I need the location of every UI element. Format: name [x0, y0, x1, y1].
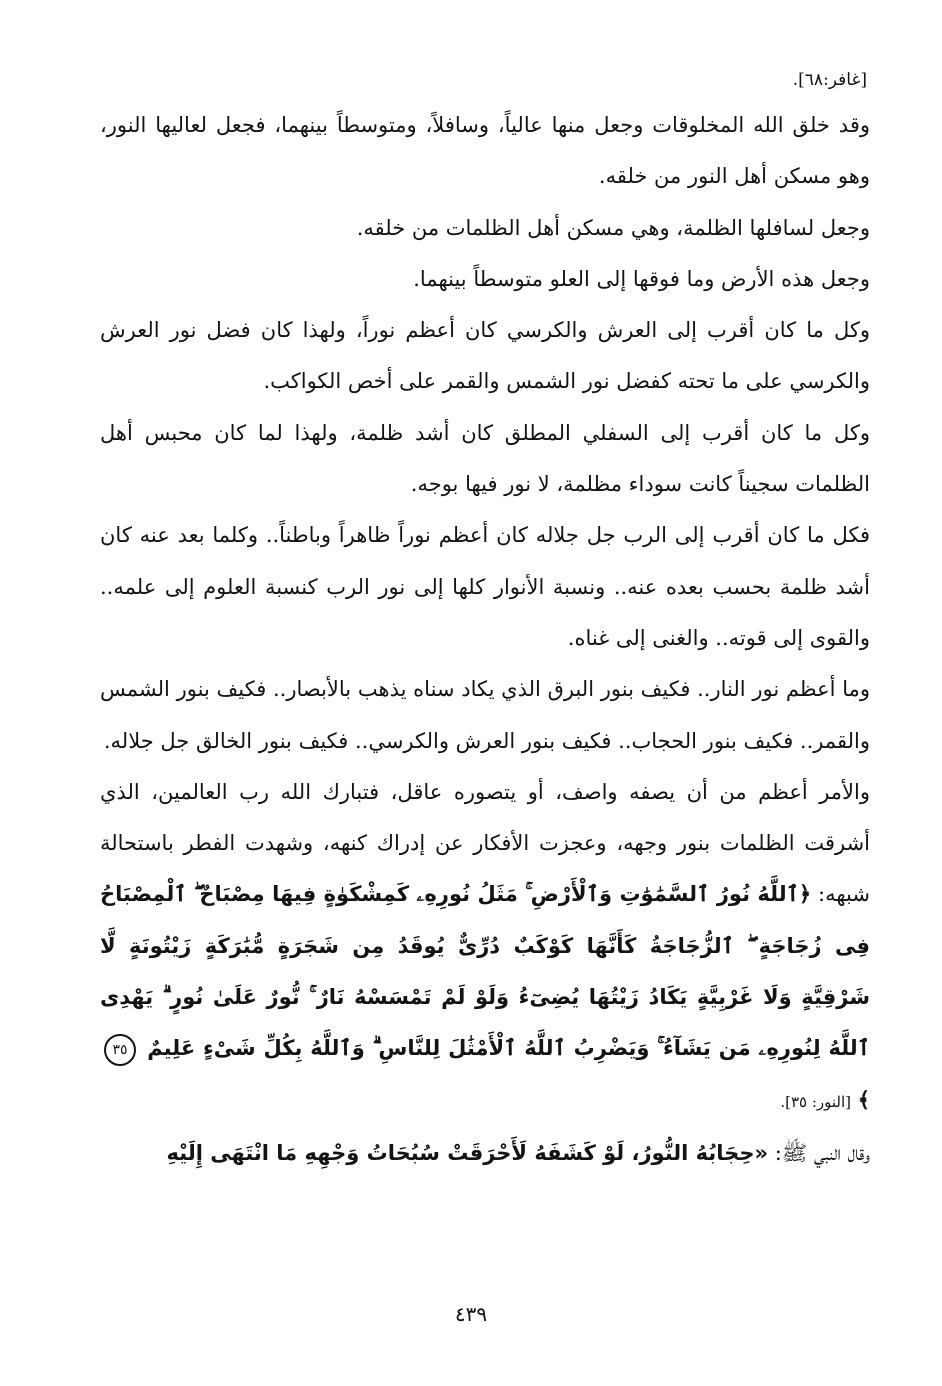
paragraph-3: وجعل هذه الأرض وما فوقها إلى العلو متوسطاً بينهما. [413, 266, 870, 291]
paragraph-7: وما أعظم نور النار.. فكيف بنور البرق الذي يكاد سناه يذهب بالأبصار.. فكيف بنور الشمس والقمر.. فكيف بنور الحجاب.. فكيف بنور العرش والكرسي.. فكيف بنور الخالق جل جلاله. [100, 677, 870, 753]
paragraph-5: وكل ما كان أقرب إلى السفلي المطلق كان أشد ظلمة، ولهذا لما كان محبس أهل الظلمات سجيناً كانت سوداء مظلمة، لا نور فيها بوجه. [100, 420, 870, 497]
paragraph-1: وقد خلق الله المخلوقات وجعل منها عالياً، وسافلاً، ومتوسطاً بينهما، فجعل لعاليها النور، وهو مسكن أهل النور من خلقه. [100, 113, 870, 189]
page-number: ٤٣٩ [454, 1302, 488, 1326]
hadith-intro: وقال النبي ﷺ: [774, 1140, 870, 1165]
paragraph-6: فكل ما كان أقرب إلى الرب جل جلاله كان أعظم نوراً ظاهراً وباطناً.. وكلما بعد عنه كان أشد ظلمة بحسب بعده عنه.. ونسبة الأنوار كلها إلى نور الرب كنسبة العلوم إلى علمه.. والقوى إلى قوته.. والغنى إلى غناه. [100, 523, 870, 650]
quran-verse: ﴿ٱللَّهُ نُورُ ٱلسَّمَٰوَٰتِ وَٱلْأَرْضِ ۚ مَثَلُ نُورِهِۦ كَمِشْكَوٰةٍ فِيهَا مِصْبَاحٌ ۖ ٱلْمِصْبَاحُ فِى زُجَاجَةٍ ۖ ٱلزُّجَاجَةُ كَأَنَّهَا كَوْكَبٌ دُرِّىٌّ يُوقَدُ مِن شَجَرَةٍ مُّبَٰرَكَةٍ زَيْتُونَةٍ لَّا شَرْقِيَّةٍ وَلَا غَرْبِيَّةٍ يَكَادُ زَيْتُهَا يُضِىٓءُ وَلَوْ لَمْ تَمْسَسْهُ نَارٌ ۚ نُّورٌ عَلَىٰ نُورٍ ۗ يَهْدِى ٱللَّهُ لِنُورِهِۦ مَن يَشَآءُ ۚ وَيَضْرِبُ ٱللَّهُ ٱلْأَمْثَٰلَ لِلنَّاسِ ۗ وَٱللَّهُ بِكُلِّ شَىْءٍ عَلِيمٌ [100, 882, 870, 1061]
quran-intro: والأمر أعظم من أن يصفه واصف، أو يتصوره عاقل، فتبارك الله رب العالمين، الذي أشرقت الظلمات بنور وجهه، وعجزت الأفكار عن إدراك كنهه، وشهدت الفطر باستحالة شبهه: [100, 779, 870, 907]
page-body [100, 100, 870, 1179]
ayah-number-mark: ٣٥ [104, 1034, 136, 1066]
paragraph-4: وكل ما كان أقرب إلى العرش والكرسي كان أعظم نوراً، ولهذا كان فضل نور العرش والكرسي على ما تحته كفضل نور الشمس والقمر على أخص الكواكب. [100, 318, 870, 394]
paragraph-hadith [100, 1128, 870, 1179]
verse-reference-top: [غافر:٦٨]. [792, 70, 867, 90]
hadith-text: «حِجَابُهُ النُّورُ، لَوْ كَشَفَهُ لَأَحْرَقَتْ سُبُحَاتُ وَجْهِهِ مَا انْتَهَى إِلَيْهِ [166, 1140, 769, 1165]
paragraph-quran [100, 767, 870, 1128]
paragraph-2: وجعل لسافلها الظلمة، وهي مسكن أهل الظلمات من خلقه. [356, 215, 870, 240]
quran-close-bracket: ﴾ [857, 1087, 870, 1112]
quran-reference: [النور: ٣٥]. [780, 1092, 851, 1111]
